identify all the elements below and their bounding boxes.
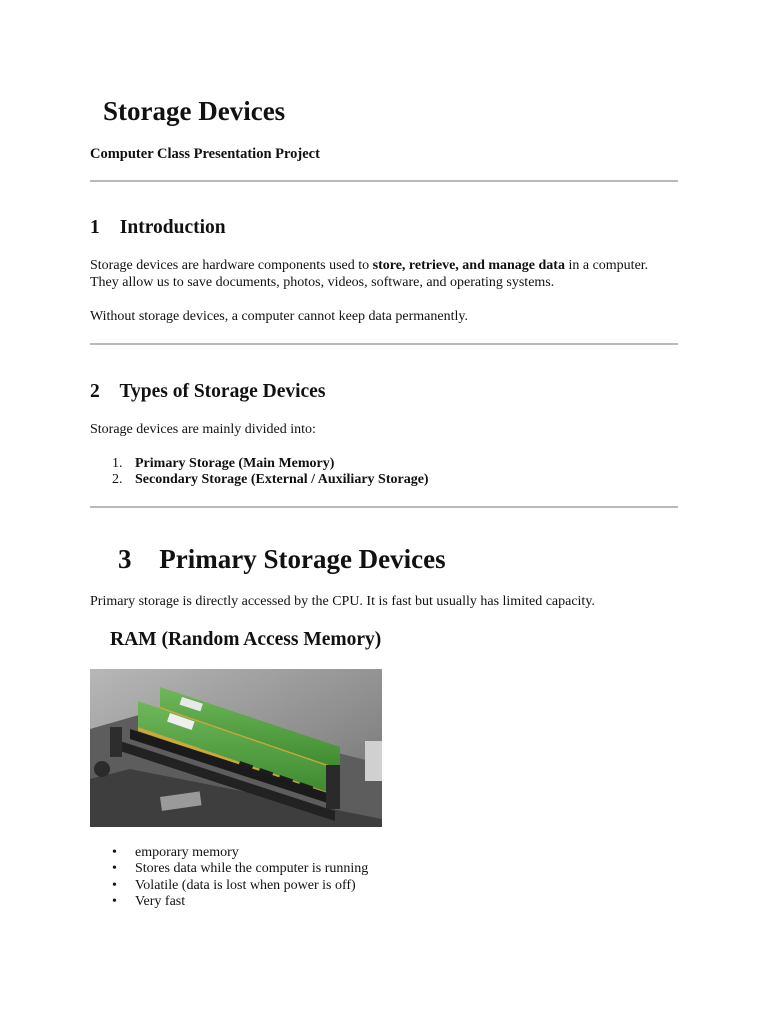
list-item (90, 845, 368, 861)
list-number: 1. (112, 456, 123, 471)
intro-paragraph-2: Without storage devices, a computer cannot keep data permanently. (90, 309, 468, 324)
intro-paragraph (90, 258, 678, 291)
types-list (90, 456, 429, 489)
list-item-text: Stores data while the computer is running (135, 861, 369, 877)
list-item (90, 472, 429, 488)
bullet-icon: • (112, 861, 117, 877)
types-intro: Storage devices are mainly divided into: (90, 422, 316, 437)
subheading-ram: RAM (Random Access Memory) (110, 629, 382, 650)
list-item (90, 878, 368, 894)
list-item (90, 861, 368, 877)
ram-photo (90, 669, 382, 827)
ram-illustration (90, 669, 382, 827)
bullet-icon: • (112, 845, 117, 860)
bullet-icon: • (112, 893, 117, 909)
list-item-text: Very fast (135, 893, 186, 909)
section-heading-types: 2⃣ Types of Storage Devices (90, 381, 326, 402)
intro-text-post: in a computer. They allow us to save documents, photos, videos, software, and operating systems. (90, 258, 649, 290)
list-item-text: Primary Storage (Main Memory) (135, 456, 335, 471)
section-heading-introduction: 1⃣ Introduction (90, 217, 226, 238)
intro-text-pre: Storage devices are hardware components used to (90, 258, 373, 273)
list-item-text: emporary memory (135, 845, 239, 860)
primary-storage-intro: Primary storage is directly accessed by the CPU. It is fast but usually has limited capacity. (90, 594, 595, 609)
list-item (90, 456, 429, 472)
list-item-text: Volatile (data is lost when power is off) (135, 877, 356, 893)
list-item (90, 894, 368, 910)
ram-features-list (90, 845, 368, 910)
intro-text-bold: store, retrieve, and manage data (372, 258, 565, 273)
list-number: 2. (112, 472, 123, 488)
section-divider (90, 506, 678, 508)
document-subtitle: Computer Class Presentation Project (90, 146, 320, 162)
bullet-icon: • (112, 877, 117, 893)
document-title: Storage Devices (103, 96, 286, 126)
section-heading-primary-storage: 3⃣ Primary Storage Devices (118, 544, 446, 574)
section-divider (90, 180, 678, 182)
section-divider (90, 343, 678, 345)
list-item-text: Secondary Storage (External / Auxiliary Storage) (135, 472, 429, 488)
